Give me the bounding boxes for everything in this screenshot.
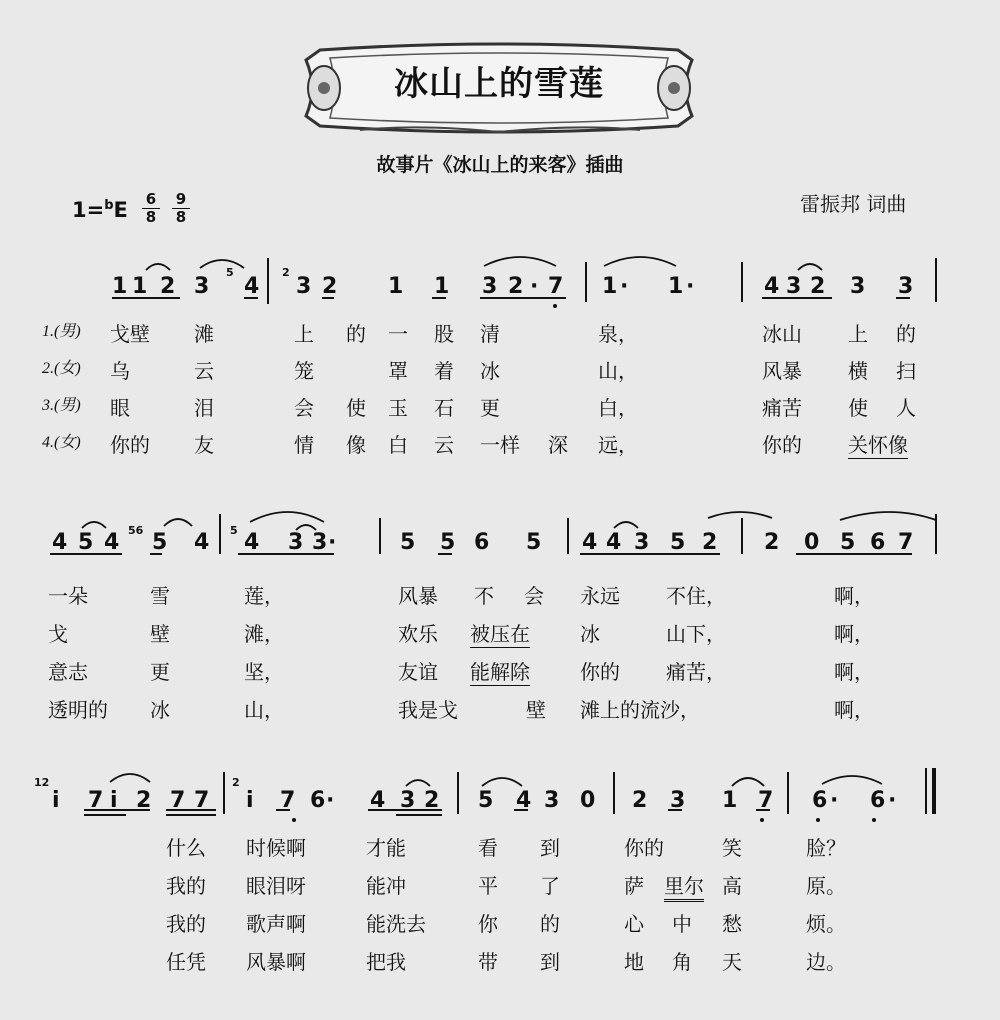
- lyric-word: 痛苦: [762, 396, 802, 420]
- time-sig-top: 6: [145, 190, 157, 208]
- note: 2: [764, 530, 780, 555]
- note: ·: [326, 788, 335, 813]
- note: 2: [508, 274, 524, 299]
- lyric-word: 戈: [48, 622, 68, 646]
- lyric-word: 意志: [48, 660, 88, 684]
- lyric-word: 冰: [580, 622, 600, 646]
- note: 2: [322, 274, 338, 299]
- note: 3: [670, 788, 686, 813]
- note: 3: [296, 274, 312, 299]
- lyric-word: 白，: [598, 396, 638, 420]
- lyric-word: 云: [434, 433, 454, 457]
- lyric-word: 会: [524, 584, 544, 608]
- note: 1: [112, 274, 128, 299]
- lyric-word: 时候啊: [246, 836, 306, 860]
- lyric-word: 了: [540, 874, 560, 898]
- lyric-word: 滩: [194, 322, 214, 346]
- note: ·: [686, 274, 695, 299]
- lyric-word: 风暴啊: [246, 950, 306, 974]
- lyric-word: 壁: [526, 698, 546, 722]
- lyric-word: 关怀像: [848, 429, 908, 459]
- lyric-word: 的: [896, 322, 916, 346]
- lyric-word: 远，: [598, 433, 638, 457]
- lyric-word: 我的: [166, 874, 206, 898]
- note: 1: [602, 274, 618, 299]
- lyric-word: 地: [624, 950, 644, 974]
- lyric-word: 到: [540, 950, 560, 974]
- lyric-word: 一: [388, 322, 408, 346]
- verse-label: 3.(男): [42, 397, 81, 414]
- note: 1: [668, 274, 684, 299]
- lyric-word: 乌: [110, 359, 130, 383]
- note: 2: [810, 274, 826, 299]
- time-sig-bottom: 8: [145, 208, 157, 226]
- flat-sign: b: [104, 198, 114, 213]
- key-note: E: [113, 198, 128, 222]
- lyric-word: 泪: [194, 396, 214, 420]
- note: 6: [812, 788, 828, 813]
- lyric-word: 任凭: [166, 950, 206, 974]
- note: 5: [478, 788, 494, 813]
- lyric-word: 心: [624, 912, 644, 936]
- lyric-word: 的: [540, 912, 560, 936]
- lyric-word: 脸？: [806, 836, 846, 860]
- lyric-word: 深: [548, 433, 568, 457]
- note: 3: [786, 274, 802, 299]
- note: 3: [400, 788, 416, 813]
- lyric-word: 眼: [110, 396, 130, 420]
- lyric-word: 你的: [624, 836, 664, 860]
- lyric-word: 愁: [722, 912, 742, 936]
- lyric-word: 云: [194, 359, 214, 383]
- composer-credit: 雷振邦 词曲: [800, 192, 907, 216]
- lyric-word: 我是戈: [398, 698, 458, 722]
- grace-note: 5: [226, 266, 234, 279]
- note: 2: [136, 788, 152, 813]
- lyric-word: 笑: [722, 836, 742, 860]
- system-3-notes: [0, 764, 1000, 813]
- lyric-word: 上: [848, 322, 868, 346]
- note: 5: [152, 530, 168, 555]
- lyric-word: 能解除: [470, 656, 530, 686]
- note: 1: [722, 788, 738, 813]
- note: 3: [544, 788, 560, 813]
- lyric-word: 原。: [806, 874, 846, 898]
- lyric-word: 白: [388, 433, 408, 457]
- note: 0: [804, 530, 820, 555]
- lyric-word: 角: [672, 950, 692, 974]
- title-banner: [300, 38, 698, 138]
- lyric-word: 歌声啊: [246, 912, 306, 936]
- lyric-word: 风暴: [762, 359, 802, 383]
- note: 2: [632, 788, 648, 813]
- note: ·: [328, 530, 337, 555]
- key-signature: [72, 198, 128, 222]
- lyric-word: 不住，: [666, 584, 726, 608]
- lyric-word: 雪: [150, 584, 170, 608]
- lyric-word: 平: [478, 874, 498, 898]
- grace-note: 2: [232, 776, 240, 789]
- lyric-word: 股: [434, 322, 454, 346]
- lyric-word: 冰: [150, 698, 170, 722]
- lyric-word: 边。: [806, 950, 846, 974]
- lyric-word: 扫: [896, 359, 916, 383]
- note: 4: [370, 788, 386, 813]
- note: 5: [526, 530, 542, 555]
- note: 3: [482, 274, 498, 299]
- note: i: [52, 788, 60, 813]
- lyric-word: 人: [896, 396, 916, 420]
- lyric-word: 啊，: [834, 660, 874, 684]
- lyric-word: 冰山: [762, 322, 802, 346]
- lyric-word: 把我: [366, 950, 406, 974]
- lyric-word: 天: [722, 950, 742, 974]
- lyric-word: 能洗去: [366, 912, 426, 936]
- lyric-word: 永远: [580, 584, 620, 608]
- lyric-word: 欢乐: [398, 622, 438, 646]
- lyric-word: 你的: [110, 433, 150, 457]
- note: 5: [840, 530, 856, 555]
- note: 6: [870, 530, 886, 555]
- lyric-word: 你: [478, 912, 498, 936]
- note: ·: [830, 788, 839, 813]
- grace-note: 2: [282, 266, 290, 279]
- lyric-word: 的: [346, 322, 366, 346]
- lyric-word: 着: [434, 359, 454, 383]
- key-prefix: 1=: [72, 198, 105, 222]
- lyric-word: 你的: [762, 433, 802, 457]
- note: 7: [170, 788, 186, 813]
- time-signature-2: [170, 192, 192, 225]
- time-signature-1: [140, 192, 162, 225]
- note: 7: [758, 788, 774, 813]
- lyric-word: 友谊: [398, 660, 438, 684]
- note: 4: [606, 530, 622, 555]
- lyric-word: 笼: [294, 359, 314, 383]
- note: 1: [132, 274, 148, 299]
- lyric-word: 玉: [388, 396, 408, 420]
- lyric-word: 高: [722, 874, 742, 898]
- note: 3: [312, 530, 328, 555]
- note: 5: [400, 530, 416, 555]
- note: 4: [764, 274, 780, 299]
- note: ·: [530, 274, 539, 299]
- lyric-word: 透明的: [48, 698, 108, 722]
- lyric-word: 情: [294, 433, 314, 457]
- music-system-1: [0, 258, 1000, 468]
- note: 3: [898, 274, 914, 299]
- note: 3: [850, 274, 866, 299]
- lyric-word: 滩，: [244, 622, 284, 646]
- note: 4: [52, 530, 68, 555]
- time-sig-top: 9: [175, 190, 187, 208]
- lyric-word: 我的: [166, 912, 206, 936]
- lyric-word: 更: [480, 396, 500, 420]
- lyric-word: 不: [474, 584, 494, 608]
- note: 7: [898, 530, 914, 555]
- lyric-word: 一样: [480, 433, 520, 457]
- note: 7: [280, 788, 296, 813]
- song-title: 冰山上的雪莲: [394, 64, 604, 104]
- lyric-word: 被压在: [470, 618, 530, 648]
- lyric-word: 像: [346, 433, 366, 457]
- subtitle: 故事片《冰山上的来客》插曲: [376, 154, 624, 176]
- note: 2: [424, 788, 440, 813]
- lyric-word: 滩上的流沙，: [580, 698, 700, 722]
- lyric-word: 清: [480, 322, 500, 346]
- note: 4: [194, 530, 210, 555]
- lyric-word: 啊，: [834, 584, 874, 608]
- lyric-word: 什么: [166, 836, 206, 860]
- system-1-notes: [0, 258, 1000, 298]
- note: 4: [244, 274, 260, 299]
- lyric-word: 才能: [366, 836, 406, 860]
- lyric-word: 会: [294, 396, 314, 420]
- lyric-word: 啊，: [834, 622, 874, 646]
- note: 0: [580, 788, 596, 813]
- grace-note: 5: [230, 524, 238, 537]
- lyric-word: 烦。: [806, 912, 846, 936]
- lyric-word: 更: [150, 660, 170, 684]
- lyric-word: 能冲: [366, 874, 406, 898]
- lyric-word: 中: [672, 912, 692, 936]
- lyric-word: 横: [848, 359, 868, 383]
- lyric-word: 山，: [598, 359, 638, 383]
- note: 4: [244, 530, 260, 555]
- note: 5: [78, 530, 94, 555]
- note: ·: [888, 788, 897, 813]
- note: i: [110, 788, 118, 813]
- lyric-word: 戈壁: [110, 322, 150, 346]
- lyric-word: 风暴: [398, 584, 438, 608]
- lyric-word: 山下，: [666, 622, 726, 646]
- lyric-word: 一朵: [48, 584, 88, 608]
- lyric-word: 带: [478, 950, 498, 974]
- lyric-word: 泉，: [598, 322, 638, 346]
- lyric-word: 眼泪呀: [246, 874, 306, 898]
- lyric-word: 友: [194, 433, 214, 457]
- lyric-word: 壁: [150, 622, 170, 646]
- lyric-word: 啊，: [834, 698, 874, 722]
- lyric-word: 你的: [580, 660, 620, 684]
- lyric-word: 痛苦，: [666, 660, 726, 684]
- note: 6: [474, 530, 490, 555]
- lyric-word: 萨: [624, 874, 644, 898]
- time-sig-bottom: 8: [175, 208, 187, 226]
- lyric-word: 罩: [388, 359, 408, 383]
- note: 5: [440, 530, 456, 555]
- note: 1: [434, 274, 450, 299]
- lyric-word: 坚，: [244, 660, 284, 684]
- note: 1: [388, 274, 404, 299]
- lyric-word: 上: [294, 322, 314, 346]
- note: 6: [310, 788, 326, 813]
- lyric-word: 到: [540, 836, 560, 860]
- lyric-word: 石: [434, 396, 454, 420]
- note: i: [246, 788, 254, 813]
- verse-label: 4.(女): [42, 434, 81, 451]
- note: 3: [634, 530, 650, 555]
- note: 7: [548, 274, 564, 299]
- note: 2: [160, 274, 176, 299]
- music-system-3: [0, 764, 1000, 984]
- note: ·: [620, 274, 629, 299]
- note: 3: [288, 530, 304, 555]
- verse-label: 2.(女): [42, 360, 81, 377]
- lyric-word: 里尔: [664, 870, 704, 902]
- music-system-2: [0, 508, 1000, 728]
- note: 2: [702, 530, 718, 555]
- note: 4: [104, 530, 120, 555]
- note: 7: [88, 788, 104, 813]
- lyric-word: 使: [346, 396, 366, 420]
- grace-note: 12: [34, 776, 50, 789]
- note: 3: [194, 274, 210, 299]
- note: 7: [194, 788, 210, 813]
- lyric-word: 山，: [244, 698, 284, 722]
- note: 4: [516, 788, 532, 813]
- lyric-word: 莲，: [244, 584, 284, 608]
- lyric-word: 看: [478, 836, 498, 860]
- grace-note: 56: [128, 524, 144, 537]
- note: 6: [870, 788, 886, 813]
- lyric-word: 冰: [480, 359, 500, 383]
- lyric-word: 使: [848, 396, 868, 420]
- note: 5: [670, 530, 686, 555]
- verse-label: 1.(男): [42, 323, 81, 340]
- system-2-notes: [0, 508, 1000, 555]
- note: 4: [582, 530, 598, 555]
